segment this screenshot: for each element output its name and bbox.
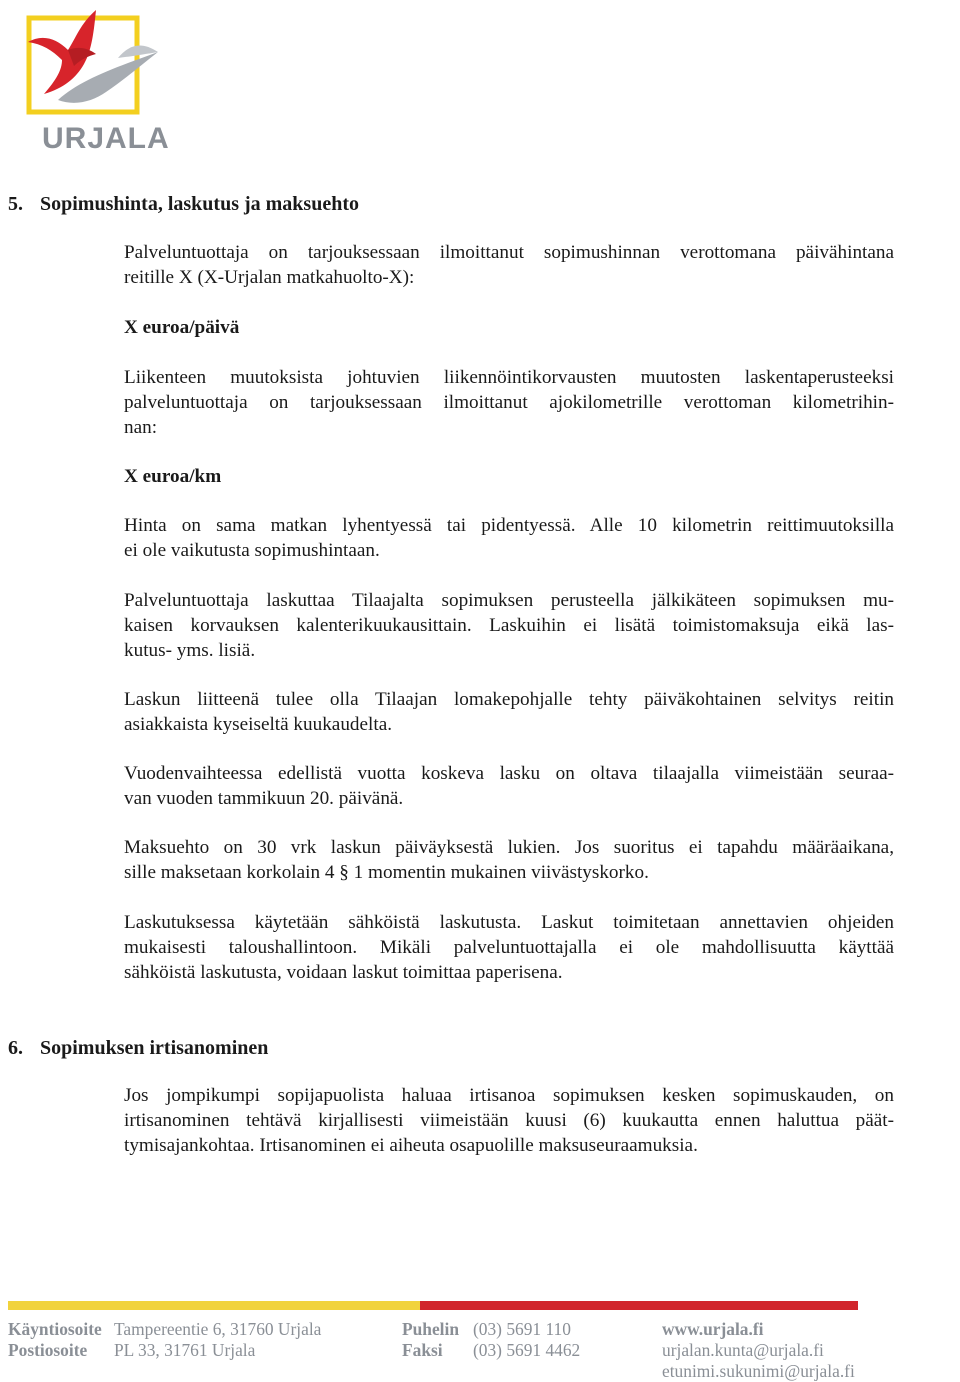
post-address-value: PL 33, 31761 Urjala: [114, 1340, 256, 1360]
text-line: Jos jompikumpi sopijapuolista haluaa irtisanoa sopimuksen kesken sopimuskauden, on: [124, 1085, 894, 1106]
intro-paragraph: [124, 241, 894, 291]
text-line: Laskun liitteenä tulee olla Tilaajan lomakepohjalle tehty päiväkohtainen selvitys reitin: [124, 689, 894, 710]
text-line: sähköistä laskutusta, voidaan laskut toimittaa paperisena.: [124, 961, 563, 983]
text-line: Liikenteen muutoksista johtuvien liikennöintikorvausten muutosten laskentaperusteeksi: [124, 367, 894, 388]
email-pattern: etunimi.sukunimi@urjala.fi: [662, 1361, 855, 1381]
text-line: kaisen korvauksen kalenterikuukausittain. Laskuihin ei lisätä toimistomaksuja eikä las-: [124, 614, 894, 636]
text-line: Hinta on sama matkan lyhentyessä tai pidentyessä. Alle 10 kilometrin reittimuutoksilla: [124, 515, 894, 536]
text-line: sille maksetaan korkolain 4 § 1 momentin mukainen viivästyskorko.: [124, 861, 649, 883]
footer-color-bar: [8, 1300, 858, 1310]
e-invoicing-paragraph: [124, 911, 894, 985]
price-per-km: X euroa/km: [124, 466, 222, 487]
route-change-paragraph: [124, 514, 894, 564]
post-address-label: Postiosoite: [8, 1340, 88, 1360]
section-6-heading: [8, 1036, 268, 1060]
footer-address-column: [8, 1319, 321, 1361]
bird-logo-icon: [22, 8, 167, 120]
text-line: Palveluntuottaja on tarjouksessaan ilmoittanut sopimushinnan verottomana päivähintana: [124, 242, 894, 263]
text-line: Palveluntuottaja laskuttaa Tilaajalta sopimuksen perusteella jälkikäteen sopimuksen mu-: [124, 590, 894, 611]
text-line: asiakkaista kyseiseltä kuukaudelta.: [124, 713, 393, 735]
visit-address-value: Tampereentie 6, 31760 Urjala: [114, 1319, 322, 1339]
text-line: kutus- yms. lisiä.: [124, 639, 256, 661]
logo-wordmark: URJALA: [42, 122, 170, 155]
text-line: irtisanominen tehtävä kirjallisesti viimeistään kuusi (6) kuukautta ennen haluttua päät-: [124, 1109, 894, 1131]
km-rate-paragraph: [124, 366, 894, 440]
section-5-title: Sopimushinta, laskutus ja maksuehto: [40, 193, 359, 215]
text-line: reitille X (X-Urjalan matkahuolto-X):: [124, 266, 415, 288]
footer-bar-yellow: [8, 1301, 428, 1310]
text-line: Maksuehto on 30 vrk laskun päiväyksestä lukien. Jos suoritus ei tapahdu määräaikana,: [124, 837, 894, 858]
section-6-title: Sopimuksen irtisanominen: [40, 1037, 269, 1059]
phone-label: Puhelin: [402, 1319, 460, 1339]
billing-paragraph: [124, 589, 894, 663]
phone-value: (03) 5691 110: [473, 1319, 571, 1339]
price-per-day: X euroa/päivä: [124, 317, 240, 338]
attachment-paragraph: [124, 688, 894, 738]
section-5-heading: [8, 192, 359, 216]
year-end-paragraph: [124, 762, 894, 812]
termination-paragraph: [124, 1084, 894, 1158]
footer-phone-column: [402, 1319, 580, 1361]
fax-value: (03) 5691 4462: [473, 1340, 581, 1360]
payment-terms-paragraph: [124, 836, 894, 886]
visit-address-label: Käyntiosoite: [8, 1319, 102, 1339]
fax-label: Faksi: [402, 1340, 443, 1360]
text-line: Laskutuksessa käytetään sähköistä laskutusta. Laskut toimitetaan annettavien ohjeiden: [124, 912, 894, 933]
text-line: tymisajankohtaa. Irtisanominen ei aiheuta osapuolille maksuseuraamuksia.: [124, 1134, 698, 1156]
text-line: nan:: [124, 416, 158, 438]
footer-bar-red: [420, 1301, 858, 1310]
section-6-number: 6.: [8, 1037, 23, 1059]
text-line: ei ole vaikutusta sopimushintaan.: [124, 539, 380, 561]
section-5-number: 5.: [8, 193, 23, 215]
text-line: mukaisesti taloushallintoon. Mikäli palveluntuottajalla ei ole mahdollisuutta käyttää: [124, 936, 894, 958]
footer-web-column: [662, 1319, 855, 1382]
text-line: palveluntuottaja on tarjouksessaan ilmoittanut ajokilometrille verottoman kilometrihin-: [124, 391, 894, 413]
text-line: van vuoden tammikuun 20. päivänä.: [124, 787, 404, 809]
main-email-link[interactable]: urjalan.kunta@urjala.fi: [662, 1340, 824, 1360]
text-line: Vuodenvaihteessa edellistä vuotta koskeva lasku on oltava tilaajalla viimeistään seuraa-: [124, 763, 894, 784]
website-link[interactable]: www.urjala.fi: [662, 1319, 764, 1339]
urjala-logo: [22, 8, 170, 158]
